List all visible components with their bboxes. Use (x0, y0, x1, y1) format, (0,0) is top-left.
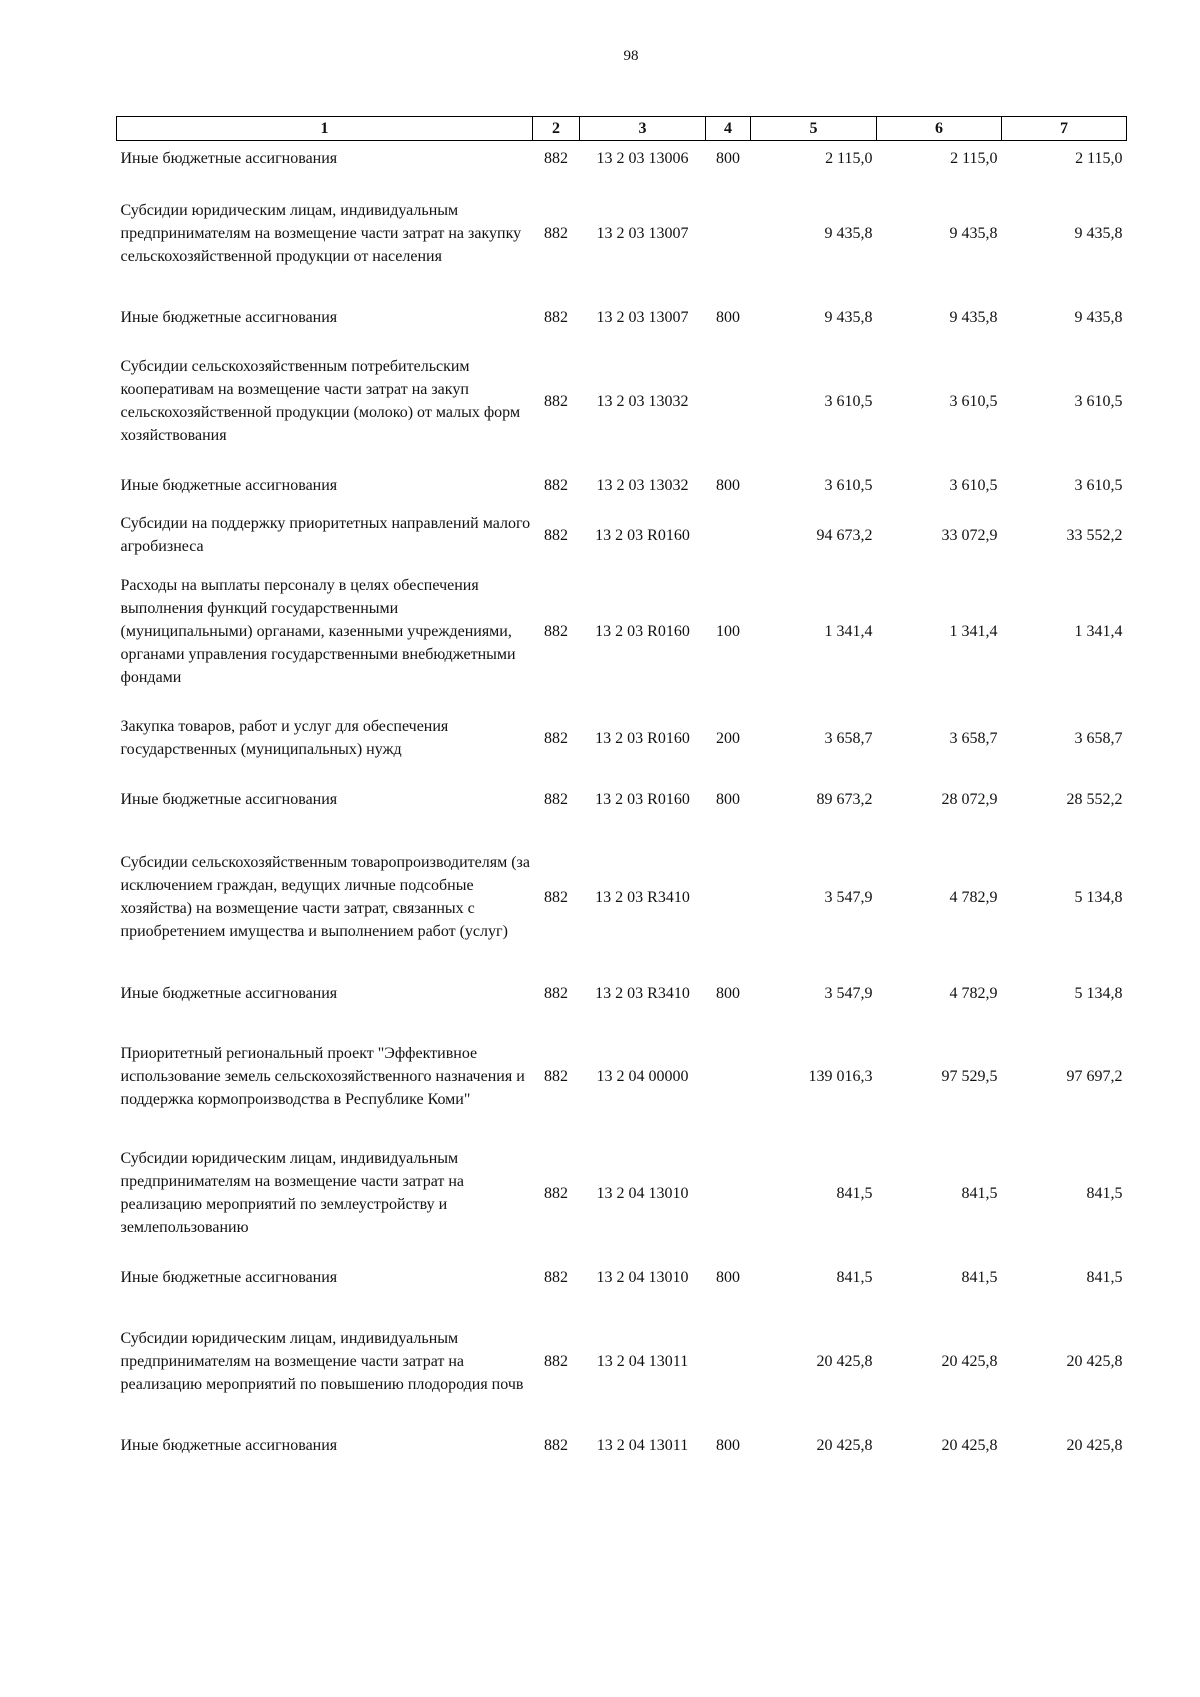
table-row (117, 969, 1127, 1017)
column-header-2: 2 (533, 117, 580, 141)
row-name: Субсидии сельскохозяйственным потребительским кооперативам на возмещение части затрат на закуп сельскохозяйственной продукции (молоко) от малых форм хозяйствования (120, 358, 521, 444)
row-value-6: 97 529,5 (941, 1067, 998, 1085)
row-value-5: 3 610,5 (824, 392, 873, 410)
row-value-5: 20 425,8 (816, 1436, 873, 1454)
budget-table (116, 116, 1127, 1471)
row-name: Субсидии юридическим лицам, индивидуальным предпринимателям на возмещение части затрат на закупку сельскохозяйственной продукции от населения (120, 201, 522, 265)
row-value-6: 20 425,8 (941, 1352, 998, 1370)
row-csr: 13 2 03 13032 (596, 476, 689, 494)
row-vr: 800 (716, 308, 740, 326)
row-value-6: 9 435,8 (949, 224, 998, 242)
table-row (117, 343, 1127, 459)
page-number: 98 (623, 48, 639, 64)
row-value-7: 28 552,2 (1066, 790, 1123, 808)
row-csr: 13 2 03 R3410 (595, 984, 690, 1002)
row-value-6: 20 425,8 (941, 1436, 998, 1454)
row-value-5: 20 425,8 (816, 1352, 873, 1370)
row-value-6: 4 782,9 (949, 888, 998, 906)
row-name: Приоритетный региональный проект "Эффективное использование земель сельскохозяйственного назначения и поддержка кормопроизводства в Республике Коми" (120, 1044, 525, 1108)
row-csr: 13 2 03 R0160 (595, 790, 690, 808)
row-vr (706, 175, 751, 291)
table-row (117, 1303, 1127, 1419)
table-row (117, 511, 1127, 559)
table-row (117, 141, 1127, 176)
row-value-6: 841,5 (961, 1268, 998, 1286)
row-value-5: 9 435,8 (824, 224, 873, 242)
column-header-6: 6 (877, 117, 1002, 141)
table-row (117, 703, 1127, 773)
row-grbs: 882 (544, 1352, 568, 1370)
row-name: Иные бюджетные ассигнования (120, 149, 338, 167)
row-value-7: 9 435,8 (1074, 308, 1123, 326)
row-csr: 13 2 03 13007 (596, 224, 689, 242)
row-value-7: 2 115,0 (1075, 149, 1123, 167)
table-row (117, 175, 1127, 291)
row-csr: 13 2 03 13007 (596, 308, 689, 326)
column-header-5: 5 (751, 117, 877, 141)
row-vr: 800 (716, 149, 740, 167)
row-value-5: 3 658,7 (824, 729, 873, 747)
row-value-5: 2 115,0 (825, 149, 873, 167)
row-value-7: 3 610,5 (1074, 392, 1123, 410)
row-grbs: 882 (544, 392, 568, 410)
column-header-7: 7 (1002, 117, 1127, 141)
row-value-6: 841,5 (961, 1184, 998, 1202)
row-value-5: 1 341,4 (824, 622, 873, 640)
row-name: Расходы на выплаты персоналу в целях обеспечения выполнения функций государственными (муниципальными) органами, казенными учреждениями, органами управления государственными внебюджетными фондами (120, 576, 516, 686)
row-value-5: 139 016,3 (808, 1067, 873, 1085)
row-name: Иные бюджетные ассигнования (120, 984, 338, 1002)
row-csr: 13 2 04 13011 (596, 1436, 689, 1454)
row-csr: 13 2 03 R0160 (595, 729, 690, 747)
table-row (117, 459, 1127, 511)
row-vr (706, 343, 751, 459)
table-row (117, 1419, 1127, 1471)
row-value-6: 3 610,5 (949, 392, 998, 410)
row-value-7: 9 435,8 (1074, 224, 1123, 242)
column-header-4: 4 (706, 117, 751, 141)
table-row (117, 291, 1127, 343)
row-name: Закупка товаров, работ и услуг для обеспечения государственных (муниципальных) нужд (120, 718, 449, 758)
row-name: Иные бюджетные ассигнования (120, 308, 338, 326)
row-name: Субсидии сельскохозяйственным товаропроизводителям (за исключением граждан, ведущих личные подсобные хозяйства) на возмещение части затрат, связанных с приобретением имущества и выполнением работ (услуг) (120, 854, 530, 940)
row-grbs: 882 (544, 476, 568, 494)
row-csr: 13 2 03 R0160 (595, 526, 690, 544)
row-grbs: 882 (544, 984, 568, 1002)
row-vr (706, 511, 751, 559)
row-vr: 800 (716, 790, 740, 808)
table-row (117, 1017, 1127, 1135)
row-value-6: 9 435,8 (949, 308, 998, 326)
row-vr (706, 1303, 751, 1419)
row-csr: 13 2 04 00000 (596, 1067, 689, 1085)
row-value-6: 28 072,9 (941, 790, 998, 808)
row-name: Иные бюджетные ассигнования (120, 790, 338, 808)
row-csr: 13 2 03 13006 (596, 149, 689, 167)
row-value-7: 3 610,5 (1074, 476, 1123, 494)
row-csr: 13 2 03 13032 (596, 392, 689, 410)
table-row (117, 773, 1127, 825)
row-grbs: 882 (544, 888, 568, 906)
row-vr: 800 (716, 476, 740, 494)
table-row (117, 559, 1127, 703)
row-grbs: 882 (544, 790, 568, 808)
row-csr: 13 2 03 R3410 (595, 888, 690, 906)
row-name: Иные бюджетные ассигнования (120, 476, 338, 494)
column-header-3: 3 (580, 117, 706, 141)
row-value-5: 841,5 (836, 1184, 873, 1202)
row-value-5: 9 435,8 (824, 308, 873, 326)
row-vr (706, 825, 751, 969)
table-row (117, 1251, 1127, 1303)
row-value-7: 841,5 (1086, 1268, 1123, 1286)
row-name: Иные бюджетные ассигнования (120, 1436, 338, 1454)
row-grbs: 882 (544, 308, 568, 326)
row-grbs: 882 (544, 149, 568, 167)
row-name: Иные бюджетные ассигнования (120, 1268, 338, 1286)
row-name: Субсидии юридическим лицам, индивидуальным предпринимателям на возмещение части затрат на реализацию мероприятий по землеустройству и землепользованию (120, 1150, 465, 1236)
row-grbs: 882 (544, 1184, 568, 1202)
row-value-5: 89 673,2 (816, 790, 873, 808)
row-value-5: 94 673,2 (816, 526, 873, 544)
row-value-5: 3 547,9 (824, 888, 873, 906)
row-name: Субсидии на поддержку приоритетных направлений малого агробизнеса (120, 515, 531, 555)
row-vr: 200 (716, 729, 740, 747)
row-csr: 13 2 04 13010 (596, 1268, 689, 1286)
row-value-7: 3 658,7 (1074, 729, 1123, 747)
row-vr: 800 (716, 984, 740, 1002)
row-value-7: 841,5 (1086, 1184, 1123, 1202)
column-header-1: 1 (117, 117, 533, 141)
table-row (117, 1135, 1127, 1251)
row-grbs: 882 (544, 622, 568, 640)
row-vr (706, 1135, 751, 1251)
row-value-6: 3 610,5 (949, 476, 998, 494)
row-grbs: 882 (544, 1067, 568, 1085)
row-grbs: 882 (544, 729, 568, 747)
row-vr (706, 1017, 751, 1135)
row-vr: 100 (716, 622, 740, 640)
row-value-7: 20 425,8 (1066, 1352, 1123, 1370)
row-value-7: 20 425,8 (1066, 1436, 1123, 1454)
row-grbs: 882 (544, 1436, 568, 1454)
row-value-7: 5 134,8 (1074, 984, 1123, 1002)
row-csr: 13 2 03 R0160 (595, 622, 690, 640)
table-row (117, 825, 1127, 969)
row-name: Субсидии юридическим лицам, индивидуальным предпринимателям на возмещение части затрат на реализацию мероприятий по повышению плодородия почв (120, 1329, 524, 1393)
row-vr: 800 (716, 1436, 740, 1454)
row-grbs: 882 (544, 526, 568, 544)
row-value-6: 2 115,0 (950, 149, 998, 167)
row-value-6: 1 341,4 (949, 622, 998, 640)
row-value-7: 5 134,8 (1074, 888, 1123, 906)
row-value-5: 3 547,9 (824, 984, 873, 1002)
row-value-5: 841,5 (836, 1268, 873, 1286)
row-value-7: 97 697,2 (1066, 1067, 1123, 1085)
row-vr: 800 (716, 1268, 740, 1286)
row-value-7: 1 341,4 (1074, 622, 1123, 640)
row-grbs: 882 (544, 1268, 568, 1286)
row-csr: 13 2 04 13010 (596, 1184, 689, 1202)
row-csr: 13 2 04 13011 (596, 1352, 689, 1370)
row-value-5: 3 610,5 (824, 476, 873, 494)
row-value-6: 3 658,7 (949, 729, 998, 747)
table-header-row (117, 117, 1127, 141)
row-value-7: 33 552,2 (1066, 526, 1123, 544)
row-value-6: 4 782,9 (949, 984, 998, 1002)
row-value-6: 33 072,9 (941, 526, 998, 544)
row-grbs: 882 (544, 224, 568, 242)
